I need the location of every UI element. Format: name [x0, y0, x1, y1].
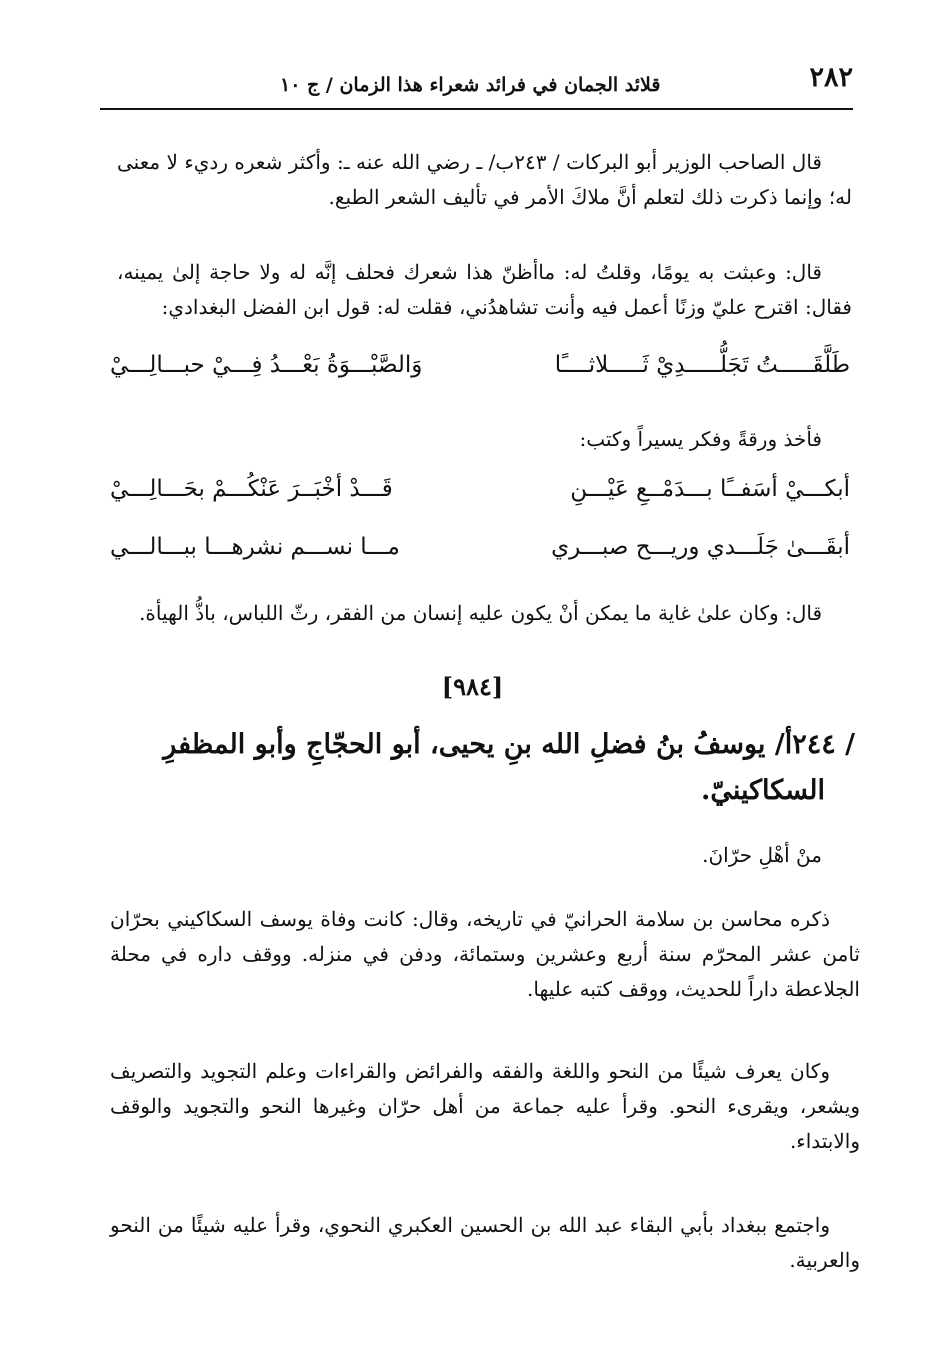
verse-1-first-hemistich: طَلَّقَـــــتُ تَجَلُّـــــدِيْ ثَـــــلاثــــًا: [554, 352, 850, 378]
paragraph-4: قال: وكان علىٰ غاية ما يمكن أنْ يكون عليه إنسان من الفقر، رثّ اللباس، باذُّ الهيأة.: [139, 601, 822, 625]
paragraph-6: وكان يعرف شيئًا من النحو واللغة والفقه والفرائض والقراءات وعلم التجويد والتصريف ويشعر، ويقرىء النحو. وقرأ عليه جماعة من أهل حرّان وغيرها النحو والتجويد والوقف والابتداء.: [110, 1059, 860, 1153]
entry-heading-line-2: السكاكينيّ.: [700, 775, 825, 806]
paragraph-5: ذكره محاسن بن سلامة الحرانيّ في تاريخه، وقال: كانت وفاة يوسف السكاكيني بحرّان ثامن عشر المحرّم سنة أربع وعشرين وستمائة، ودفن في منزله. ووقف داره في محلة الجلاعطة داراً للحديث، ووقف كتبه عليها.: [110, 907, 860, 1001]
verse-2-second-hemistich: قَـــدْ أخْبَــرَ عَنْكُـــمْ بحَـــالِـــيْ: [110, 476, 393, 502]
running-title: قلائد الجمان في فرائد شعراء هذا الزمان / ج ١٠: [280, 74, 661, 96]
entry-origin: منْ أهْلِ حرّانَ.: [702, 843, 822, 867]
verse-1-second-hemistich: وَالصَّبْـــوَةُ بَعْـــدُ فِـــيْ حبـــالِـــيْ: [110, 352, 423, 378]
paragraph-7: واجتمع ببغداد بأبي البقاء عبد الله بن الحسين العكبري النحوي، وقرأ عليه شيئًا من النحو والعربية.: [110, 1213, 860, 1272]
verse-line-2: [110, 476, 850, 516]
verse-line-3: [110, 534, 850, 574]
verse-2-first-hemistich: أبكـــيْ أسَفــًا بـــدَمْــعِ عَيْـــنِ: [570, 476, 850, 502]
verse-line-1: [110, 352, 850, 392]
verse-3-second-hemistich: مـــا نســـم نشرهـــا ببـــالـــي: [110, 534, 400, 560]
verse-3-first-hemistich: أبقَـــىٰ جَلَـــدي وريـــح صبـــري: [551, 534, 850, 560]
page-header: [100, 62, 853, 110]
paragraph-3: فأخذ ورقةً وفكر يسيراً وكتب:: [579, 427, 822, 451]
entry-heading-line-1: / ٢٤٤أ/ يوسفُ بنُ فضلِ الله بنِ يحيى، أبو الحجّاجِ وأبو المظفرِ: [163, 729, 855, 760]
paragraph-1: قال الصاحب الوزير أبو البركات / ٢٤٣ب/ ـ رضي الله عنه ـ: وأكثر شعره رديء لا معنى له؛ وإنما ذكرت ذلك لتعلم أنَّ ملاكَ الأمر في تأليف الشعر الطبع.: [117, 150, 852, 209]
page-number: ٢٨٢: [809, 62, 853, 93]
entry-number: [٩٨٤]: [441, 672, 504, 701]
entry-heading: [95, 722, 855, 814]
paragraph-2: قال: وعبثت به يومًا، وقلتُ له: ماأظنّ هذا شعرك فحلف إنَّه له ولا حاجة إلىٰ يمينه، فقال: اقترح عليّ وزنًا أعمل فيه وأنت تشاهدُني، فقلت له: قول ابن الفضل البغدادي:: [117, 260, 852, 319]
